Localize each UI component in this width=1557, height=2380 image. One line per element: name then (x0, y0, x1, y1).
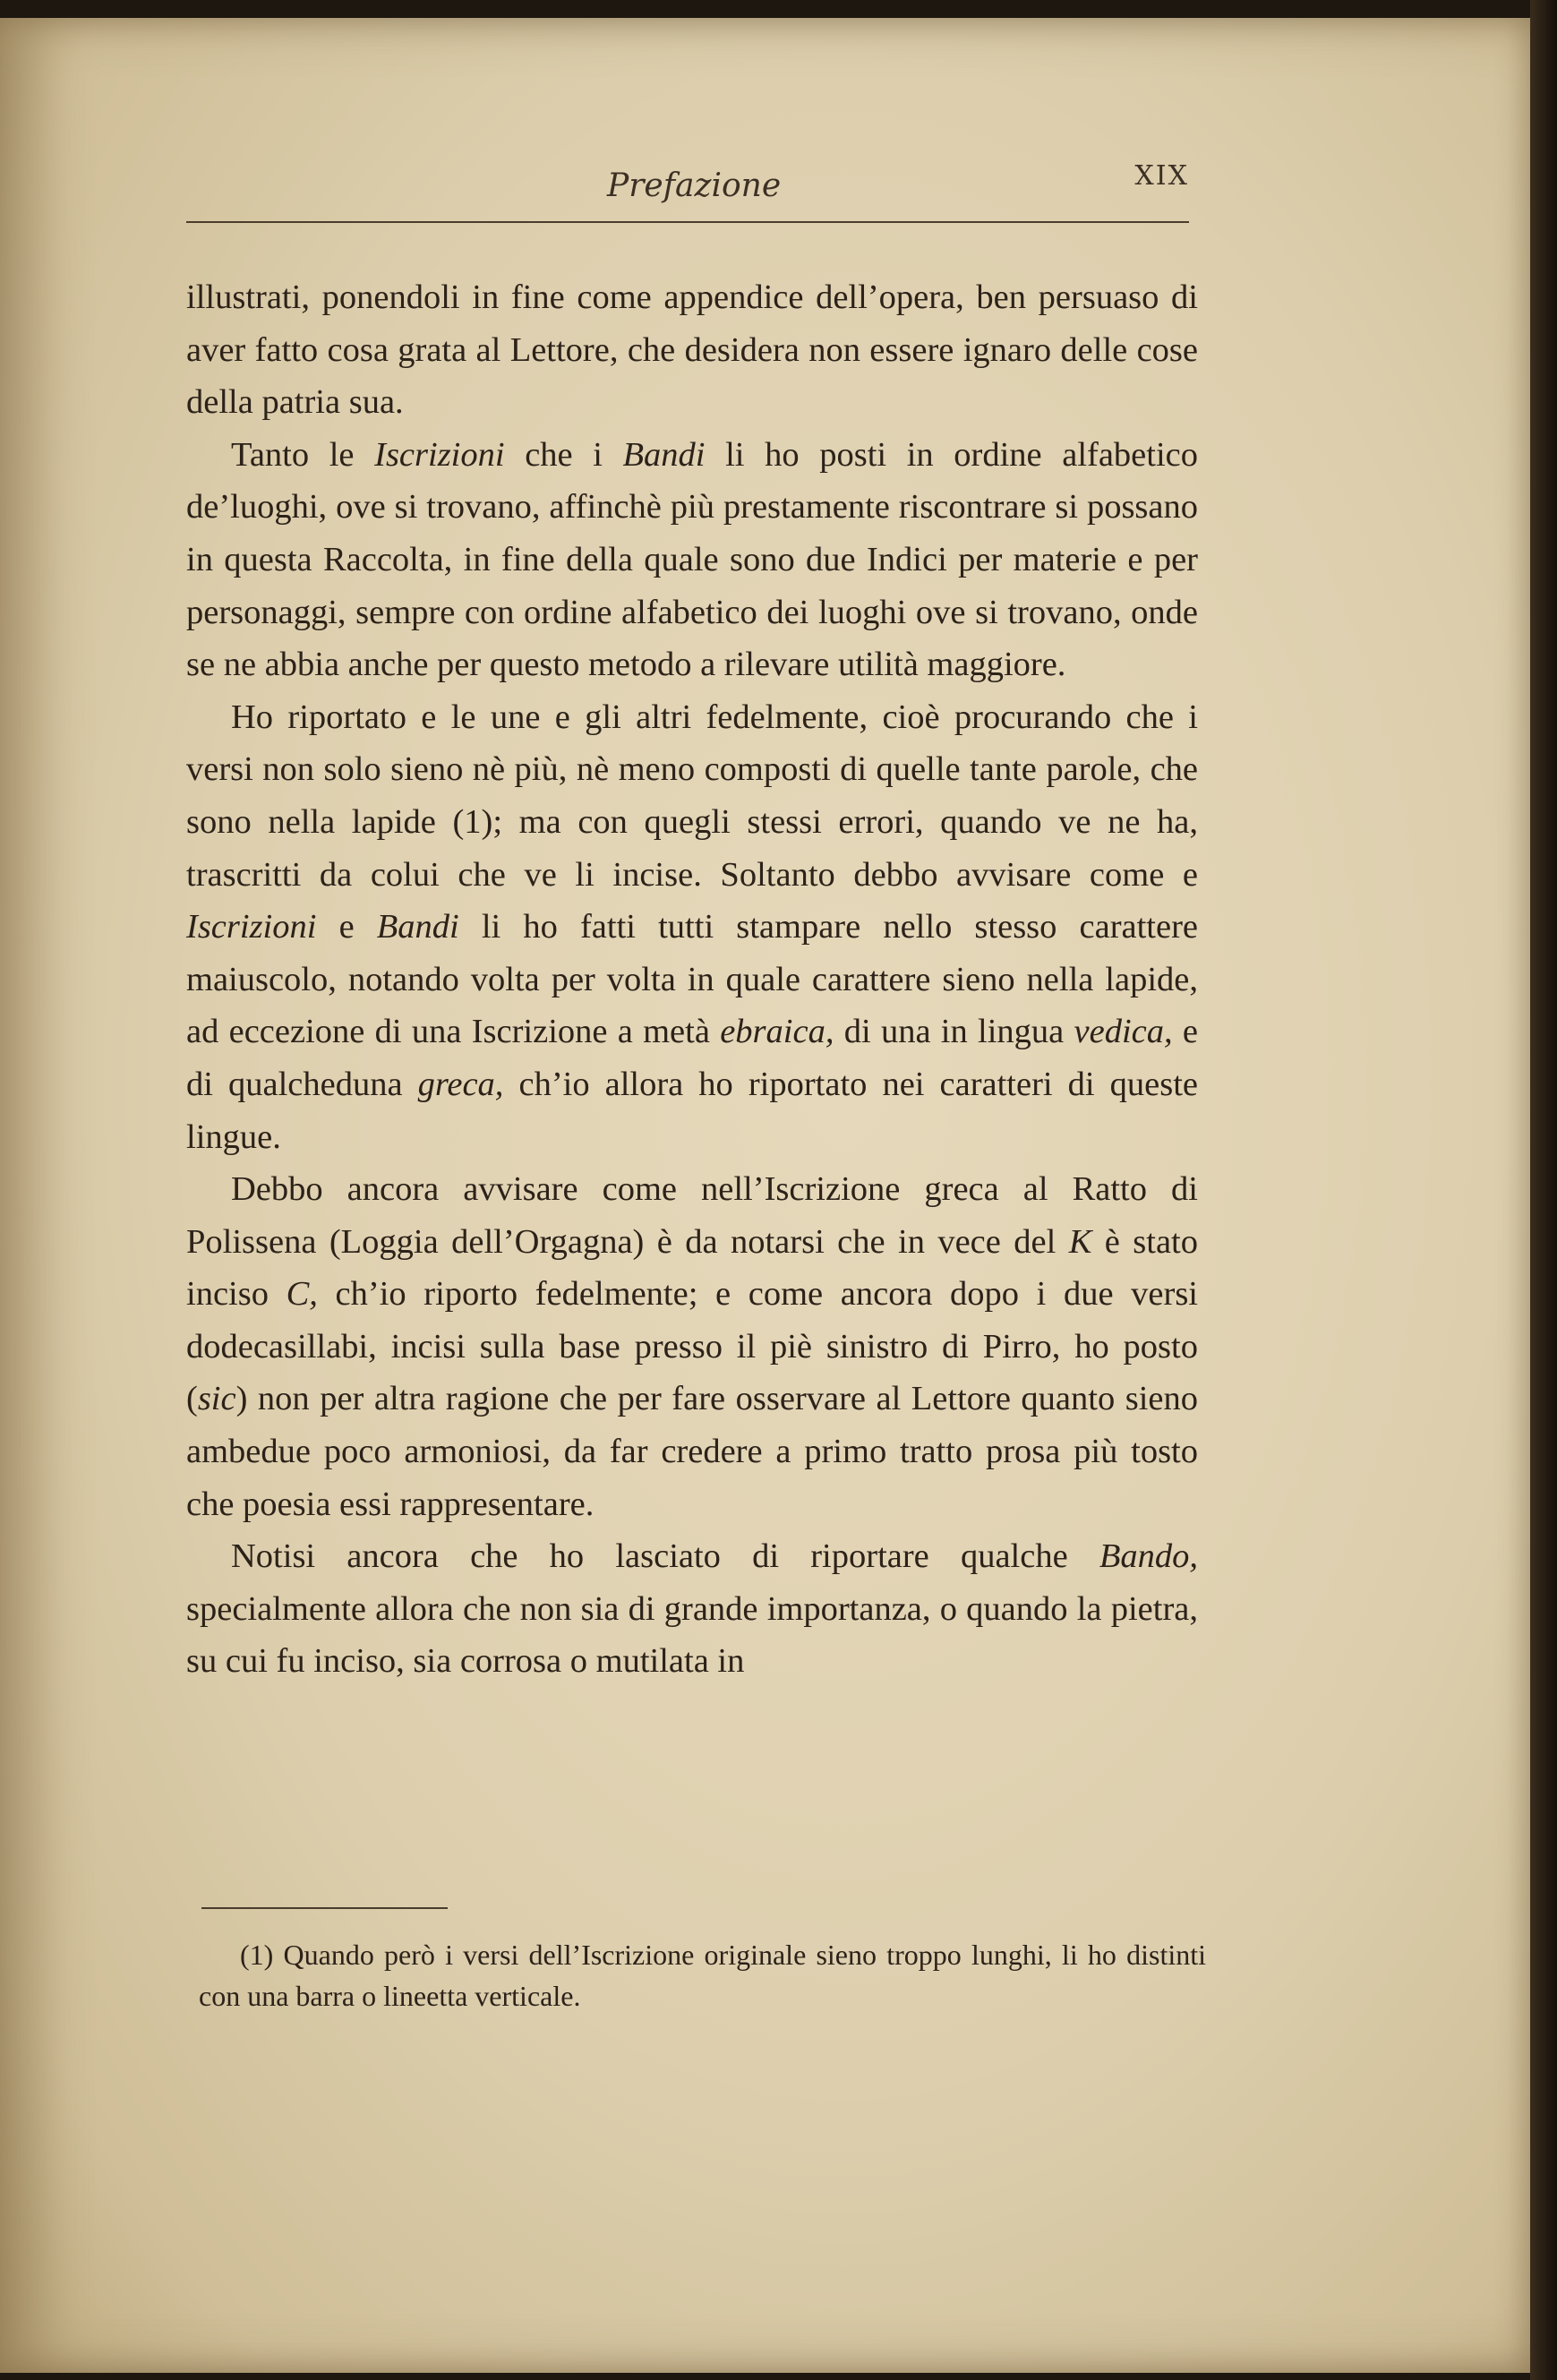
page-number: XIX (1134, 160, 1189, 192)
header-rule (186, 221, 1189, 223)
paragraph-3: Ho riportato e le une e gli altri fedelmente, cioè procurando che i versi non solo sieno nè più, nè meno composti di quelle tante parole, che sono nella lapide (1); ma con quegli stessi errori, quando ve ne ha, trascritti da colui che ve li incise. Soltanto debbo avvisare come e Iscrizioni e Bandi li ho fatti tutti stampare nello stesso carattere maiuscolo, notando volta per volta in quale carattere sieno nella lapide, ad eccezione di una Iscrizione a metà ebraica, di una in lingua vedica, e di qualcheduna greca, ch’io allora ho riportato nei caratteri di queste lingue. (186, 698, 1199, 1156)
running-title: Prefazione (607, 167, 782, 204)
paragraph-4: Debbo ancora avvisare come nell’Iscrizione greca al Ratto di Polissena (Loggia dell’Orgagna) è da notarsi che in vece del K è stato inciso C, ch’io riporto fedelmente; e come ancora dopo i due versi dodecasillabi, incisi sulla base presso il piè sinistro di Pirro, ho posto (sic) non per altra ragione che per fare osservare al Lettore quanto sieno ambedue poco armoniosi, da far credere a primo tratto prosa più tosto che poesia essi rappresentare. (186, 1170, 1198, 1523)
footnote: (1) Quando però i versi dell’Iscrizione originale sieno troppo lunghi, li ho distinti con una barra o lineetta verticale. (199, 1939, 1206, 2012)
book-page (0, 18, 1533, 2373)
body-text (186, 271, 1198, 1688)
paragraph-5: Notisi ancora che ho lasciato di riportare qualche Bando, specialmente allora che non sia di grande importanza, o quando la pietra, su cui fu inciso, sia corrosa o mutilata in (186, 1537, 1198, 1681)
paragraph-2: Tanto le Iscrizioni che i Bandi li ho posti in ordine alfabetico de’luoghi, ove si trovano, affinchè più prestamente riscontrare si possano in questa Raccolta, in fine della quale sono due Indici per materie e per personaggi, sempre con ordine alfabetico dei luoghi ove si trovano, onde se ne abbia anche per questo metodo a rilevare utilità maggiore. (186, 435, 1198, 684)
page-header (186, 157, 1189, 228)
footnote-rule (201, 1907, 448, 1909)
paragraph-1: illustrati, ponendoli in fine come appendice dell’opera, ben persuaso di aver fatto cosa grata al Lettore, che desidera non essere ignaro delle cose della patria sua. (186, 278, 1198, 422)
book-spine (1530, 0, 1557, 2380)
